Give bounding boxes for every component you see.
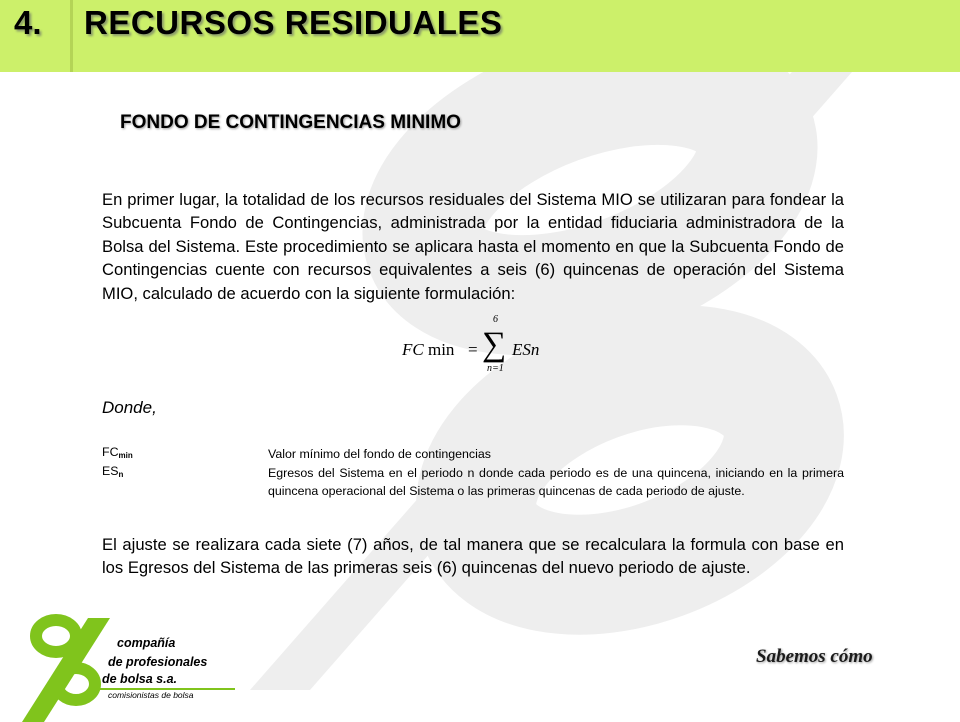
sigma-icon: ∑ [482,326,507,363]
formula-upper-limit: 6 [493,314,498,325]
adjustment-paragraph: El ajuste se realizara cada siete (7) años, de tal manera que se recalculara la formula con base en los Egresos del Sistema de las primeras seis (6) quincenas del nuevo periodo de ajuste. [102,535,844,578]
definition-term-main: FC [102,445,119,459]
percent-logo-icon [18,612,118,722]
slogan: Sabemos cómo [756,646,873,667]
definition-desc: Egresos del Sistema en el periodo n donde cada periodo es de una quincena, iniciando en la primera quincena operacional del Sistema o las primeras quincenas de cada periodo de ajuste. [268,465,844,498]
logo-text-line2: de profesionales [108,655,208,669]
formula [400,314,560,380]
donde-label: Donde, [102,398,157,417]
definition-term-main: ES [102,463,119,478]
formula-lhs [402,340,454,360]
formula-lower-limit: n=1 [487,363,504,374]
header-divider [70,0,73,72]
intro-paragraph: En primer lugar, la totalidad de los recursos residuales del Sistema MIO se utilizaran para fondear la Subcuenta Fondo de Contingencias, administrada por la entidad fiduciaria administradora de la Bolsa del Sistema. Este procedimiento se aplicara hasta el momento en que la Subcuenta Fondo de Contingencias cuente con recursos equivalentes a seis (6) quincenas de operación del Sistema MIO, calculado de acuerdo con la siguiente formulación: [102,190,844,303]
formula-lhs-fn: min [427,340,455,359]
logo-tagline: comisionistas de bolsa [108,690,194,700]
definitions-list [102,445,844,501]
definition-term [102,445,133,460]
formula-lhs-var: FC [402,340,424,359]
company-logo [0,610,250,720]
formula-equals: = [468,340,478,359]
definition-term-sub: min [118,451,133,460]
definition-term [102,464,123,479]
logo-text-line3: de bolsa s.a. [102,672,178,686]
section-title: RECURSOS RESIDUALES [84,4,503,41]
definition-desc: Valor mínimo del fondo de contingencias [268,447,491,461]
definition-row [102,445,844,464]
formula-term: ESn [512,340,540,359]
section-number: 4. [14,4,42,41]
definition-term-sub: n [118,469,124,479]
definition-row [102,464,844,501]
logo-text-line1: compañía [117,636,176,650]
subtitle: FONDO DE CONTINGENCIAS MINIMO [120,112,461,133]
header-bar [0,0,960,72]
